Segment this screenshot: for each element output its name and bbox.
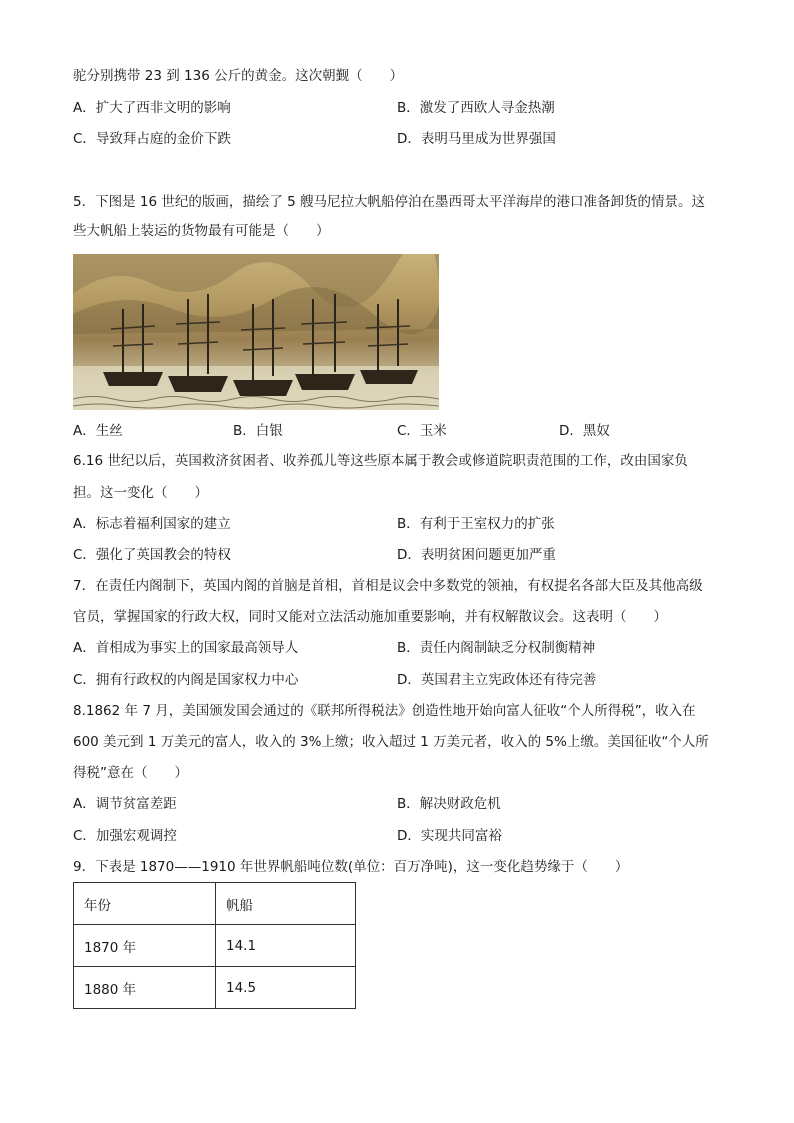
q8-stem-line2: 600 美元到 1 万美元的富人，收入的 3%上缴；收入超过 1 万美元者，收入的 5%上缴。美国征收“个人所	[73, 734, 709, 750]
q7-stem-line2: 官员，掌握国家的行政大权，同时又能对立法活动施加重要影响，并有权解散议会。这表明（ ）	[73, 609, 667, 625]
q4-option-a[interactable]: A．扩大了西非文明的影响	[73, 100, 231, 116]
q7-stem-line1: 7．在责任内阁制下，英国内阁的首脑是首相，首相是议会中多数党的领袖，有权提名各部大臣及其他高级	[73, 578, 703, 594]
q4-stem: 驼分别携带 23 到 136 公斤的黄金。这次朝觐（ ）	[73, 68, 404, 84]
q6-option-d[interactable]: D．表明贫困问题更加严重	[397, 547, 556, 563]
q6-option-b[interactable]: B．有利于王室权力的扩张	[397, 516, 555, 532]
galleon-engraving-illustration	[73, 254, 439, 410]
q5-stem-line1: 5．下图是 16 世纪的版画，描绘了 5 艘马尼拉大帆船停泊在墨西哥太平洋海岸的港口准备卸货的情景。这	[73, 194, 706, 210]
table-cell-tonnage: 14.5	[216, 967, 356, 1009]
q5-option-a[interactable]: A．生丝	[73, 423, 123, 439]
q6-stem-line2: 担。这一变化（ ）	[73, 485, 208, 501]
q4-option-c[interactable]: C．导致拜占庭的金价下跌	[73, 131, 231, 147]
q8-stem-line3: 得税”意在（ ）	[73, 765, 188, 781]
q7-option-a[interactable]: A．首相成为事实上的国家最高领导人	[73, 640, 299, 656]
q5-option-d[interactable]: D．黑奴	[559, 423, 610, 439]
table-header-row	[74, 883, 356, 925]
table-cell-tonnage: 14.1	[216, 925, 356, 967]
sailing-tonnage-table	[73, 882, 356, 1009]
q8-stem-line1: 8.1862 年 7 月，美国颁发国会通过的《联邦所得税法》创造性地开始向富人征收“个人所得税”，收入在	[73, 703, 696, 719]
q8-option-c[interactable]: C．加强宏观调控	[73, 828, 177, 844]
q6-stem-line1: 6.16 世纪以后，英国救济贫困者、收养孤儿等这些原本属于教会或修道院职责范围的工作，改由国家负	[73, 453, 688, 469]
q8-option-a[interactable]: A．调节贫富差距	[73, 796, 177, 812]
galleon-engraving-image	[73, 254, 439, 410]
q7-option-c[interactable]: C．拥有行政权的内阁是国家权力中心	[73, 672, 299, 688]
q5-option-c[interactable]: C．玉米	[397, 423, 447, 439]
q9-stem: 9．下表是 1870——1910 年世界帆船吨位数(单位：百万净吨)，这一变化趋势缘于（ ）	[73, 859, 629, 875]
q5-option-b[interactable]: B．白银	[233, 423, 283, 439]
q7-option-b[interactable]: B．责任内阁制缺乏分权制衡精神	[397, 640, 596, 656]
table-header-sailing-ship: 帆船	[216, 883, 356, 925]
q8-option-d[interactable]: D．实现共同富裕	[397, 828, 502, 844]
q6-option-c[interactable]: C．强化了英国教会的特权	[73, 547, 231, 563]
q6-option-a[interactable]: A．标志着福利国家的建立	[73, 516, 231, 532]
q4-option-d[interactable]: D．表明马里成为世界强国	[397, 131, 556, 147]
table-row	[74, 925, 356, 967]
q8-option-b[interactable]: B．解决财政危机	[397, 796, 501, 812]
table-cell-year: 1880 年	[74, 967, 216, 1009]
table-header-year: 年份	[74, 883, 216, 925]
q4-option-b[interactable]: B．激发了西欧人寻金热潮	[397, 100, 555, 116]
q5-stem-line2: 些大帆船上装运的货物最有可能是（ ）	[73, 223, 330, 239]
table-cell-year: 1870 年	[74, 925, 216, 967]
table-row	[74, 967, 356, 1009]
q7-option-d[interactable]: D．英国君主立宪政体还有待完善	[397, 672, 597, 688]
